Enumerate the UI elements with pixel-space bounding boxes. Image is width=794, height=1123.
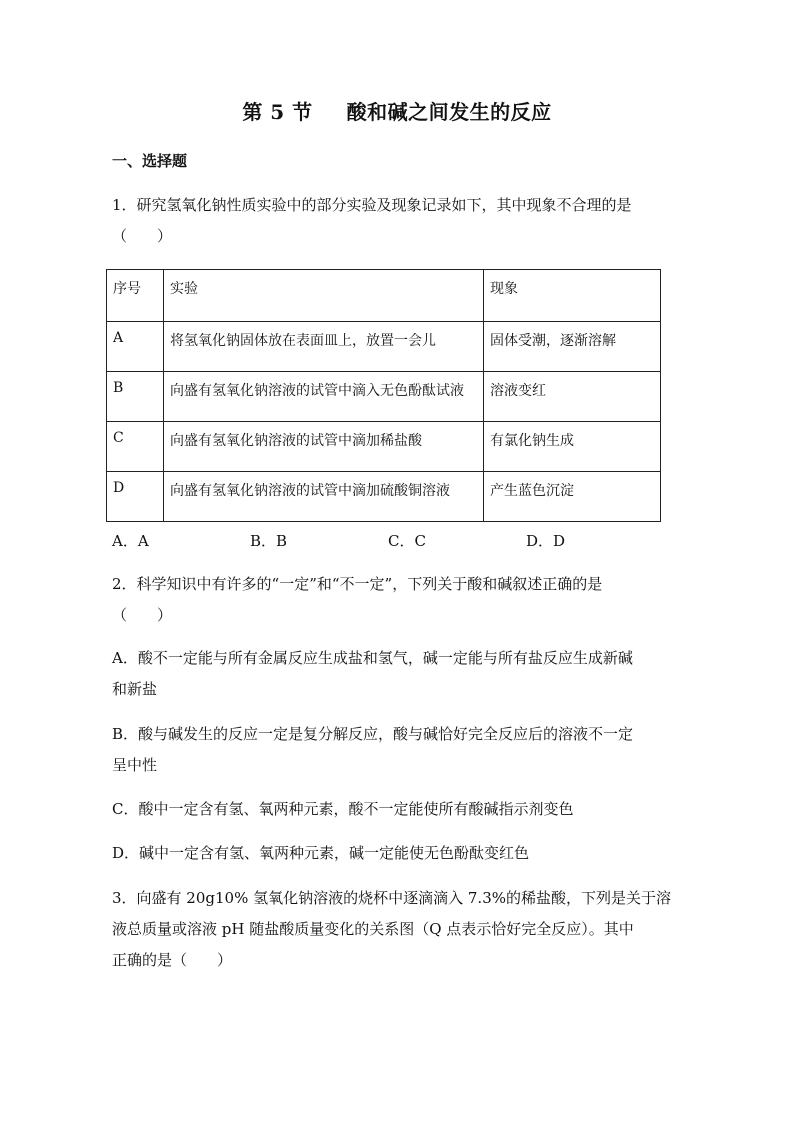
title-section-number: 第 5 节 [242,100,313,124]
table-cell: 向盛有氢氧化钠溶液的试管中滴加稀盐酸 [164,422,484,472]
table-row [107,322,661,372]
table-row [107,372,661,422]
question-2-stem [112,569,687,631]
table-cell: B [107,372,164,422]
option-line: 呈中性 [112,756,158,774]
question-2-option-c[interactable] [112,794,687,825]
option-line: 和新盐 [112,680,158,698]
question-2-stem-line-1: 2．科学知识中有许多的“一定”和“不一定”，下列关于酸和碱叙述正确的是 [112,575,603,593]
table-cell: 向盛有氢氧化钠溶液的试管中滴加硫酸铜溶液 [164,472,484,522]
table-row [107,472,661,522]
table-cell: 将氢氧化钠固体放在表面皿上，放置一会儿 [164,322,484,372]
section-heading: 一、选择题 [112,152,188,170]
header-cell-experiment: 实验 [164,270,484,322]
table-cell: A [107,322,164,372]
table-cell: 有氯化钠生成 [484,422,661,472]
question-3-stem-line-3: 正确的是（ ） [112,951,233,969]
table-row [107,422,661,472]
choice-b[interactable]: B．B [250,532,288,550]
question-2-stem-line-2: （ ） [112,606,173,624]
question-3-stem-line-2: 液总质量或溶液 pH 随盐酸质量变化的关系图（Q 点表示恰好完全反应）。其中 [112,920,634,938]
question-2-option-b[interactable] [112,719,687,781]
question-3-stem [112,883,687,976]
title-topic: 酸和碱之间发生的反应 [346,100,552,124]
table-cell: D [107,472,164,522]
choice-c[interactable]: C．C [388,532,426,550]
table-header-row [107,270,661,322]
question-2-option-a[interactable] [112,643,687,705]
table-cell: 向盛有氢氧化钠溶液的试管中滴入无色酚酞试液 [164,372,484,422]
option-line: B．酸与碱发生的反应一定是复分解反应，酸与碱恰好完全反应后的溶液不一定 [112,725,634,743]
option-line: C．酸中一定含有氢、氧两种元素，酸不一定能使所有酸碱指示剂变色 [112,800,574,818]
table-cell: 溶液变红 [484,372,661,422]
table-cell: C [107,422,164,472]
option-line: D．碱中一定含有氢、氧两种元素，碱一定能使无色酚酞变红色 [112,844,530,862]
question-1-stem-line-1: 1．研究氢氧化钠性质实验中的部分实验及现象记录如下，其中现象不合理的是 [112,196,632,214]
header-cell-phenomenon: 现象 [484,270,661,322]
question-3-stem-line-1: 3．向盛有 20g10% 氢氧化钠溶液的烧杯中逐滴滴入 7.3%的稀盐酸，下列是关于溶 [112,889,671,907]
option-line: A．酸不一定能与所有金属反应生成盐和氢气，碱一定能与所有盐反应生成新碱 [112,649,633,667]
header-cell-number: 序号 [107,270,164,322]
table-cell: 产生蓝色沉淀 [484,472,661,522]
question-1-stem [112,190,687,252]
question-1-stem-line-2: （ ） [112,227,173,245]
table-cell: 固体受潮，逐渐溶解 [484,322,661,372]
page-title [0,96,794,125]
question-2-option-d[interactable] [112,838,687,869]
choice-a[interactable]: A．A [112,532,149,550]
choice-d[interactable]: D．D [526,532,566,550]
experiment-table [106,269,661,522]
